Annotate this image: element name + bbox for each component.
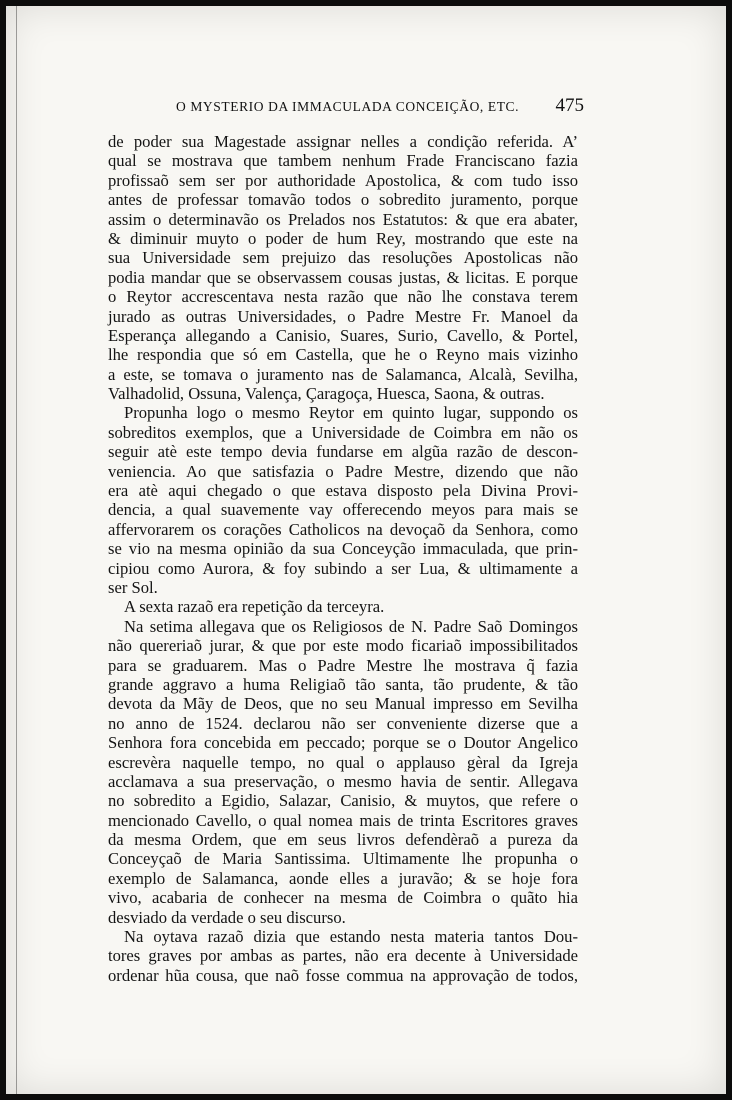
page-edge-shadow xyxy=(16,6,17,1094)
running-title: O MYSTERIO DA IMMACULADA CONCEIÇÃO, ETC. xyxy=(176,99,520,114)
paragraph-start-line: Na setima allegava que os Religiosos de N. Padre Saõ Domingos xyxy=(124,616,578,636)
text-line: o Reytor accrescentava nesta razão que não lhe constava terem xyxy=(108,287,578,307)
text-line: sobreditos exemplos, que a Universidade de Coimbra em não os xyxy=(108,422,578,442)
text-line: de poder sua Magestade assignar nelles a condição referida. A’ xyxy=(108,132,578,151)
text-line: antes de professar tomavão todos o sobredito juramento, porque xyxy=(108,190,578,210)
page-number: 475 xyxy=(555,95,584,116)
text-line: Valhadolid, Ossuna, Valença, Çaragoça, Huesca, Saona, & outras. xyxy=(108,384,545,404)
text-line: desviado da verdade o seu discurso. xyxy=(108,907,346,927)
text-line: jurado as outras Universidades, o Padre Mestre Fr. Manoel da xyxy=(108,306,578,326)
text-line: veniencia. Ao que satisfazia o Padre Mestre, dizendo que não xyxy=(108,461,578,481)
text-line: podia mandar que se observassem cousas justas, & licitas. E porque xyxy=(108,267,578,287)
text-line: tores graves por ambas as partes, não era decente à Universidade xyxy=(108,946,578,966)
paragraph-start-line: Propunha logo o mesmo Reytor em quinto lugar, suppondo os xyxy=(124,403,578,423)
text-line: exemplo de Salamanca, aonde elles a juravão; & se hoje fora xyxy=(108,868,578,888)
text-line: affervorarem os corações Catholicos na devoçaõ da Senhora, como xyxy=(108,519,578,539)
text-line: seguir atè este tempo devia fundarse em algũa razão de descon- xyxy=(108,442,578,462)
text-line: ser Sol. xyxy=(108,577,158,597)
text-line: dencia, a qual suavemente vay offerecendo meyos para mais se xyxy=(108,500,578,520)
text-line: se vio na mesma opinião da sua Conceyção immaculada, que prin- xyxy=(108,539,578,559)
scanned-page xyxy=(6,6,726,1094)
text-line: grande aggravo a huma Religiaõ tão santa, tão prudente, & tão xyxy=(108,674,578,694)
text-line: no anno de 1524. declarou não ser conveniente dizerse que a xyxy=(108,713,578,733)
text-line: vivo, acabaria de conhecer na mesma de Coimbra o quãto hia xyxy=(108,888,578,908)
text-line: era atè aqui chegado o que estava disposto pela Divina Provi- xyxy=(108,481,578,501)
text-line: lhe respondia que só em Castella, que he o Reyno mais vizinho xyxy=(108,345,578,365)
text-line: não quereriaõ jurar, & que por este modo ficariaõ impossibilitados xyxy=(108,636,578,656)
text-line: qual se mostrava que tambem nenhum Frade Franciscano fazia xyxy=(108,151,578,171)
text-line: devota da Mãy de Deos, que no seu Manual impresso em Sevilha xyxy=(108,694,578,714)
body-text xyxy=(108,132,578,985)
text-line: escrevèra naquelle tempo, no qual o applauso gèral da Igreja xyxy=(108,752,578,772)
text-line: assim o determinavão os Prelados nos Estatutos: & que era abater, xyxy=(108,209,578,229)
text-line: profissaõ sem ser por authoridade Apostolica, & com tudo isso xyxy=(108,170,578,190)
paragraph-start-line: A sexta razaõ era repetição da terceyra. xyxy=(124,597,385,617)
text-line: cipiou como Aurora, & foy subindo a ser Lua, & ultimamente a xyxy=(108,558,578,578)
text-line: mencionado Cavello, o qual nomea mais de trinta Escritores graves xyxy=(108,810,578,830)
text-line: a este, se tomava o juramento nas de Salamanca, Alcalà, Sevilha, xyxy=(108,364,578,384)
text-line: acclamava a sua preservação, o mesmo havia de sentir. Allegava xyxy=(108,771,578,791)
text-line: para se graduarem. Mas o Padre Mestre lhe mostrava q̃ fazia xyxy=(108,655,578,675)
text-line: Senhora fora concebida em peccado; porque se o Doutor Angelico xyxy=(108,733,578,753)
text-line: ordenar hũa cousa, que naõ fosse commua na approvação de todos, xyxy=(108,965,578,985)
paragraph-start-line: Na oytava razaõ dizia que estando nesta materia tantos Dou- xyxy=(124,927,578,947)
text-line: no sobredito a Egidio, Salazar, Canisio, & muytos, que refere o xyxy=(108,791,578,811)
text-line: sua Universidade sem prejuizo das resoluções Apostolicas não xyxy=(108,248,578,268)
text-line: Esperança allegando a Canisio, Suares, Surio, Cavello, & Portel, xyxy=(108,325,578,345)
text-line: Conceyçaõ de Maria Santissima. Ultimamente lhe propunha o xyxy=(108,849,578,869)
running-header xyxy=(106,96,584,120)
text-line: & diminuir muyto o poder de hum Rey, mostrando que este na xyxy=(108,228,578,248)
text-line: da mesma Ordem, que em seus livros defendèraõ a pureza da xyxy=(108,830,578,850)
